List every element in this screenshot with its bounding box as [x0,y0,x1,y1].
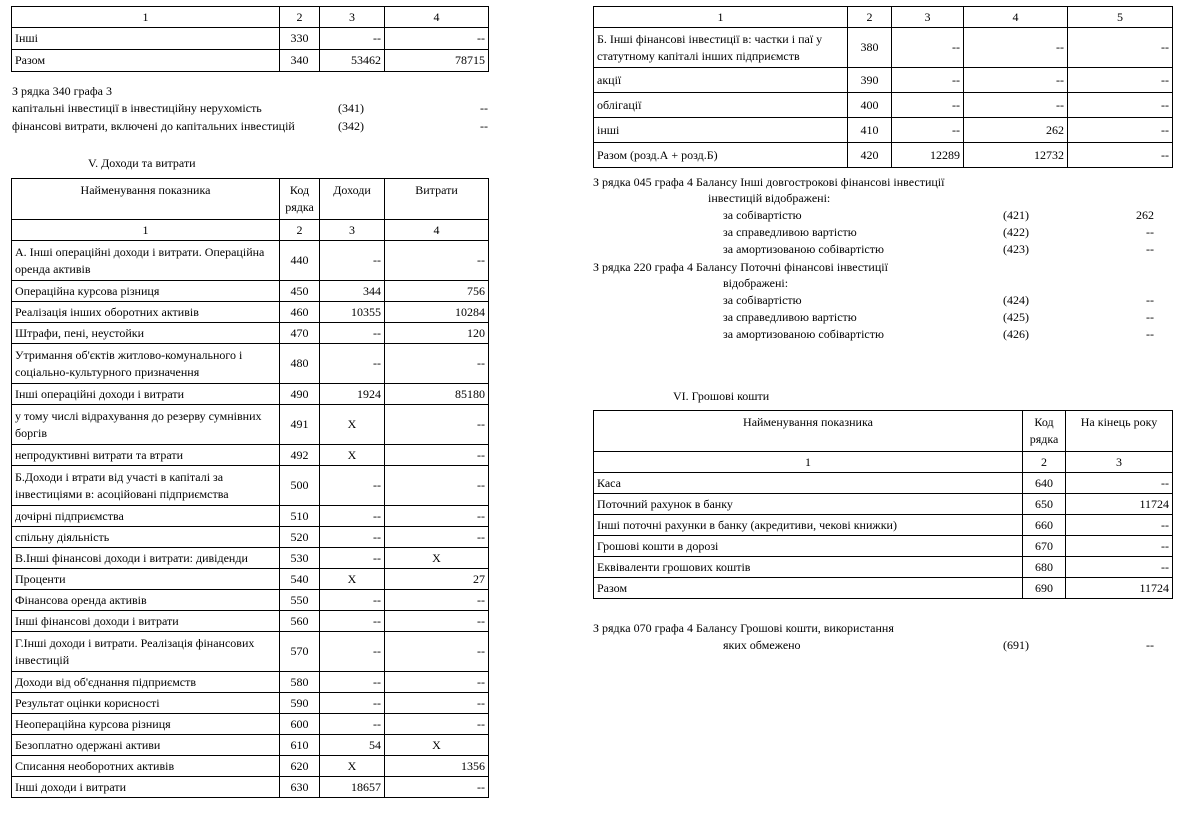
row-code: 420 [848,143,892,168]
row-value: -- [964,93,1068,118]
row-name: Б. Інші фінансові інвестиції в: частки і паї у статутному капіталі інших підприємств [594,28,848,68]
row-name: інші [594,118,848,143]
row-income: X [320,405,385,445]
row-code: 340 [280,50,320,72]
row-code: 660 [1023,515,1066,536]
row-name: Каса [594,473,1023,494]
row-income: -- [320,672,385,693]
row-code: 500 [280,466,320,506]
cash-table [593,410,1173,599]
row-code: 630 [280,777,320,798]
row-name: спільну діяльність [12,527,280,548]
row-name: Б.Доходи і втрати від участі в капіталі за інвестиціями в: асоційовані підприємства [12,466,280,506]
row-value: 11724 [1066,494,1173,515]
row-expense: -- [385,466,489,506]
note-340-title: З рядка 340 графа 3 [12,84,112,98]
row-value: -- [892,68,964,93]
row-income: X [320,756,385,777]
header-name: Найменування показника [594,411,1023,452]
table-row [12,569,489,590]
note-045-title: З рядка 045 графа 4 Балансу Інші довгострокові фінансові інвестиції [593,175,945,189]
table-row [12,344,489,384]
note-220-item-label: за амортизованою собівартістю [723,327,884,341]
row-name: Грошові кошти в дорозі [594,536,1023,557]
table-row [594,473,1173,494]
col-header: 2 [280,7,320,28]
table-row [12,590,489,611]
note-220-item-label: за собівартістю [723,293,802,307]
row-value: 78715 [385,50,489,72]
col-header: 5 [1068,7,1173,28]
row-name: Безоплатно одержані активи [12,735,280,756]
table-row [12,735,489,756]
note-045-item-label: за амортизованою собівартістю [723,242,884,256]
col-header: 3 [320,7,385,28]
row-expense: 85180 [385,384,489,405]
row-expense: -- [385,506,489,527]
row-name: Г.Інші доходи і витрати. Реалізація фінансових інвестицій [12,632,280,672]
row-code: 640 [1023,473,1066,494]
row-code: 590 [280,693,320,714]
row-name: Разом (розд.А + розд.Б) [594,143,848,168]
row-value: -- [1066,557,1173,578]
row-name: Інші поточні рахунки в банку (акредитиви, чекові книжки) [594,515,1023,536]
row-code: 510 [280,506,320,527]
row-value: -- [1068,28,1173,68]
row-income: 344 [320,281,385,302]
note-045-item-code: (421) [1003,208,1029,222]
row-income: -- [320,241,385,281]
table-row [12,506,489,527]
note-045-item-code: (422) [1003,225,1029,239]
row-name: Результат оцінки корисності [12,693,280,714]
table-row [594,578,1173,599]
col-header: 3 [892,7,964,28]
row-code: 550 [280,590,320,611]
table-row [12,281,489,302]
note-045-subtitle: інвестицій відображені: [708,191,831,205]
section-5-title: V. Доходи та витрати [88,156,196,170]
row-name: Фінансова оренда активів [12,590,280,611]
row-name: Еквіваленти грошових коштів [594,557,1023,578]
row-code: 560 [280,611,320,632]
row-code: 460 [280,302,320,323]
row-name: Разом [594,578,1023,599]
row-code: 380 [848,28,892,68]
row-name: Проценти [12,569,280,590]
row-value: -- [1066,515,1173,536]
income-expense-table [11,178,489,798]
note-340-item-code: (341) [338,101,364,115]
row-name: Поточний рахунок в банку [594,494,1023,515]
row-value: -- [1066,473,1173,494]
row-expense: -- [385,590,489,611]
table-row [12,405,489,445]
table-row [594,536,1173,557]
header-income: Доходи [320,179,385,220]
col-number: 2 [1023,452,1066,473]
row-expense: -- [385,714,489,735]
row-code: 610 [280,735,320,756]
header-name: Найменування показника [12,179,280,220]
row-name: у тому числі відрахування до резерву сумнівних боргів [12,405,280,445]
note-220-item-label: за справедливою вартістю [723,310,857,324]
col-header: 4 [964,7,1068,28]
note-220-item-code: (425) [1003,310,1029,324]
row-value: 53462 [320,50,385,72]
col-number: 1 [594,452,1023,473]
note-045-item-value: -- [1146,242,1154,256]
col-number: 4 [385,220,489,241]
row-code: 330 [280,28,320,50]
row-income: -- [320,466,385,506]
row-name: Неопераційна курсова різниця [12,714,280,735]
table-row [12,28,489,50]
table-row [594,28,1173,68]
row-code: 490 [280,384,320,405]
col-header: 4 [385,7,489,28]
row-name: Операційна курсова різниця [12,281,280,302]
row-name: Доходи від об'єднання підприємств [12,672,280,693]
row-code: 690 [1023,578,1066,599]
row-value: 12289 [892,143,964,168]
row-code: 620 [280,756,320,777]
row-value: -- [892,118,964,143]
row-expense: X [385,548,489,569]
row-code: 580 [280,672,320,693]
row-name: Інші фінансові доходи і витрати [12,611,280,632]
row-expense: -- [385,611,489,632]
row-code: 600 [280,714,320,735]
table-row [594,118,1173,143]
note-070-value: -- [1146,638,1154,652]
note-220-title: З рядка 220 графа 4 Балансу Поточні фінансові інвестиції [593,260,888,274]
table-row [12,445,489,466]
table-row [12,323,489,344]
row-code: 491 [280,405,320,445]
header-code: Код рядка [280,179,320,220]
row-value: -- [892,28,964,68]
row-income: 1924 [320,384,385,405]
row-expense: -- [385,445,489,466]
note-220-item-code: (424) [1003,293,1029,307]
row-name: Списання необоротних активів [12,756,280,777]
row-code: 540 [280,569,320,590]
note-045-item-code: (423) [1003,242,1029,256]
row-income: -- [320,590,385,611]
row-expense: -- [385,241,489,281]
row-value: -- [892,93,964,118]
row-name: Інші операційні доходи і витрати [12,384,280,405]
row-income: 18657 [320,777,385,798]
row-income: -- [320,548,385,569]
table-row [594,68,1173,93]
row-code: 520 [280,527,320,548]
row-expense: -- [385,632,489,672]
row-code: 670 [1023,536,1066,557]
row-name: Утримання об'єктів житлово-комунального і соціально-культурного призначення [12,344,280,384]
row-income: -- [320,693,385,714]
note-070-subtitle: яких обмежено [723,638,801,652]
row-income: X [320,569,385,590]
row-code: 480 [280,344,320,384]
note-070-title: З рядка 070 графа 4 Балансу Грошові кошти, використання [593,621,894,635]
col-number: 3 [1066,452,1173,473]
row-code: 440 [280,241,320,281]
row-name: А. Інші операційні доходи і витрати. Операційна оренда активів [12,241,280,281]
row-code: 530 [280,548,320,569]
row-expense: 756 [385,281,489,302]
row-income: 54 [320,735,385,756]
note-220-subtitle: відображені: [723,276,789,290]
table-row [12,466,489,506]
note-340-item-value: -- [480,101,488,115]
top-right-table [593,6,1173,168]
table-row [594,494,1173,515]
col-number: 1 [12,220,280,241]
row-code: 410 [848,118,892,143]
row-value: 11724 [1066,578,1173,599]
note-045-item-value: -- [1146,225,1154,239]
table-row [12,548,489,569]
row-value: -- [964,28,1068,68]
table-row [594,143,1173,168]
table-row [12,50,489,72]
row-expense: 1356 [385,756,489,777]
row-expense: 10284 [385,302,489,323]
note-340-item-value: -- [480,119,488,133]
row-value: 262 [964,118,1068,143]
row-name: облігації [594,93,848,118]
row-income: 10355 [320,302,385,323]
row-value: -- [1068,118,1173,143]
row-code: 570 [280,632,320,672]
table-row [594,557,1173,578]
row-expense: -- [385,777,489,798]
col-number: 3 [320,220,385,241]
note-220-item-code: (426) [1003,327,1029,341]
row-income: -- [320,506,385,527]
col-header: 1 [594,7,848,28]
row-code: 390 [848,68,892,93]
section-6-title: VI. Грошові кошти [673,389,770,403]
row-name: акції [594,68,848,93]
row-name: непродуктивні витрати та втрати [12,445,280,466]
row-income: -- [320,714,385,735]
row-code: 492 [280,445,320,466]
table-row [594,515,1173,536]
note-340-item-label: фінансові витрати, включені до капітальних інвестицій [12,119,295,133]
row-expense: 27 [385,569,489,590]
table-row [12,241,489,281]
header-code: Код рядка [1023,411,1066,452]
row-income: X [320,445,385,466]
note-340-item-label: капітальні інвестиції в інвестиційну нерухомість [12,101,262,115]
row-code: 680 [1023,557,1066,578]
row-income: -- [320,344,385,384]
row-name: Штрафи, пені, неустойки [12,323,280,344]
table-row [12,384,489,405]
row-expense: -- [385,672,489,693]
row-expense: -- [385,344,489,384]
row-code: 450 [280,281,320,302]
row-expense: 120 [385,323,489,344]
note-045-item-label: за справедливою вартістю [723,225,857,239]
table-row [12,714,489,735]
col-number: 2 [280,220,320,241]
col-header: 2 [848,7,892,28]
row-code: 650 [1023,494,1066,515]
row-value: -- [385,28,489,50]
row-income: -- [320,611,385,632]
row-name: Реалізація інших оборотних активів [12,302,280,323]
row-name: Інші доходи і витрати [12,777,280,798]
header-value: На кінець року [1066,411,1173,452]
note-220-item-value: -- [1146,293,1154,307]
row-value: 12732 [964,143,1068,168]
table-row [12,693,489,714]
row-income: -- [320,527,385,548]
note-045-item-value: 262 [1136,208,1154,222]
table-row [12,611,489,632]
row-expense: -- [385,527,489,548]
note-220-item-value: -- [1146,310,1154,324]
row-value: -- [1068,143,1173,168]
table-row [12,777,489,798]
note-220-item-value: -- [1146,327,1154,341]
row-value: -- [1068,68,1173,93]
top-left-table [11,6,489,72]
row-name: В.Інші фінансові доходи і витрати: дивіденди [12,548,280,569]
table-row [594,93,1173,118]
row-name: Інші [12,28,280,50]
row-code: 400 [848,93,892,118]
row-expense: -- [385,405,489,445]
table-row [12,527,489,548]
row-expense: -- [385,693,489,714]
row-income: -- [320,323,385,344]
row-code: 470 [280,323,320,344]
row-value: -- [1066,536,1173,557]
row-name: Разом [12,50,280,72]
row-name: дочірні підприємства [12,506,280,527]
note-340-item-code: (342) [338,119,364,133]
row-expense: X [385,735,489,756]
header-expense: Витрати [385,179,489,220]
table-row [12,672,489,693]
table-row [12,302,489,323]
row-value: -- [320,28,385,50]
col-header: 1 [12,7,280,28]
note-045-item-label: за собівартістю [723,208,802,222]
table-row [12,632,489,672]
row-value: -- [1068,93,1173,118]
note-070-code: (691) [1003,638,1029,652]
row-value: -- [964,68,1068,93]
row-income: -- [320,632,385,672]
table-row [12,756,489,777]
